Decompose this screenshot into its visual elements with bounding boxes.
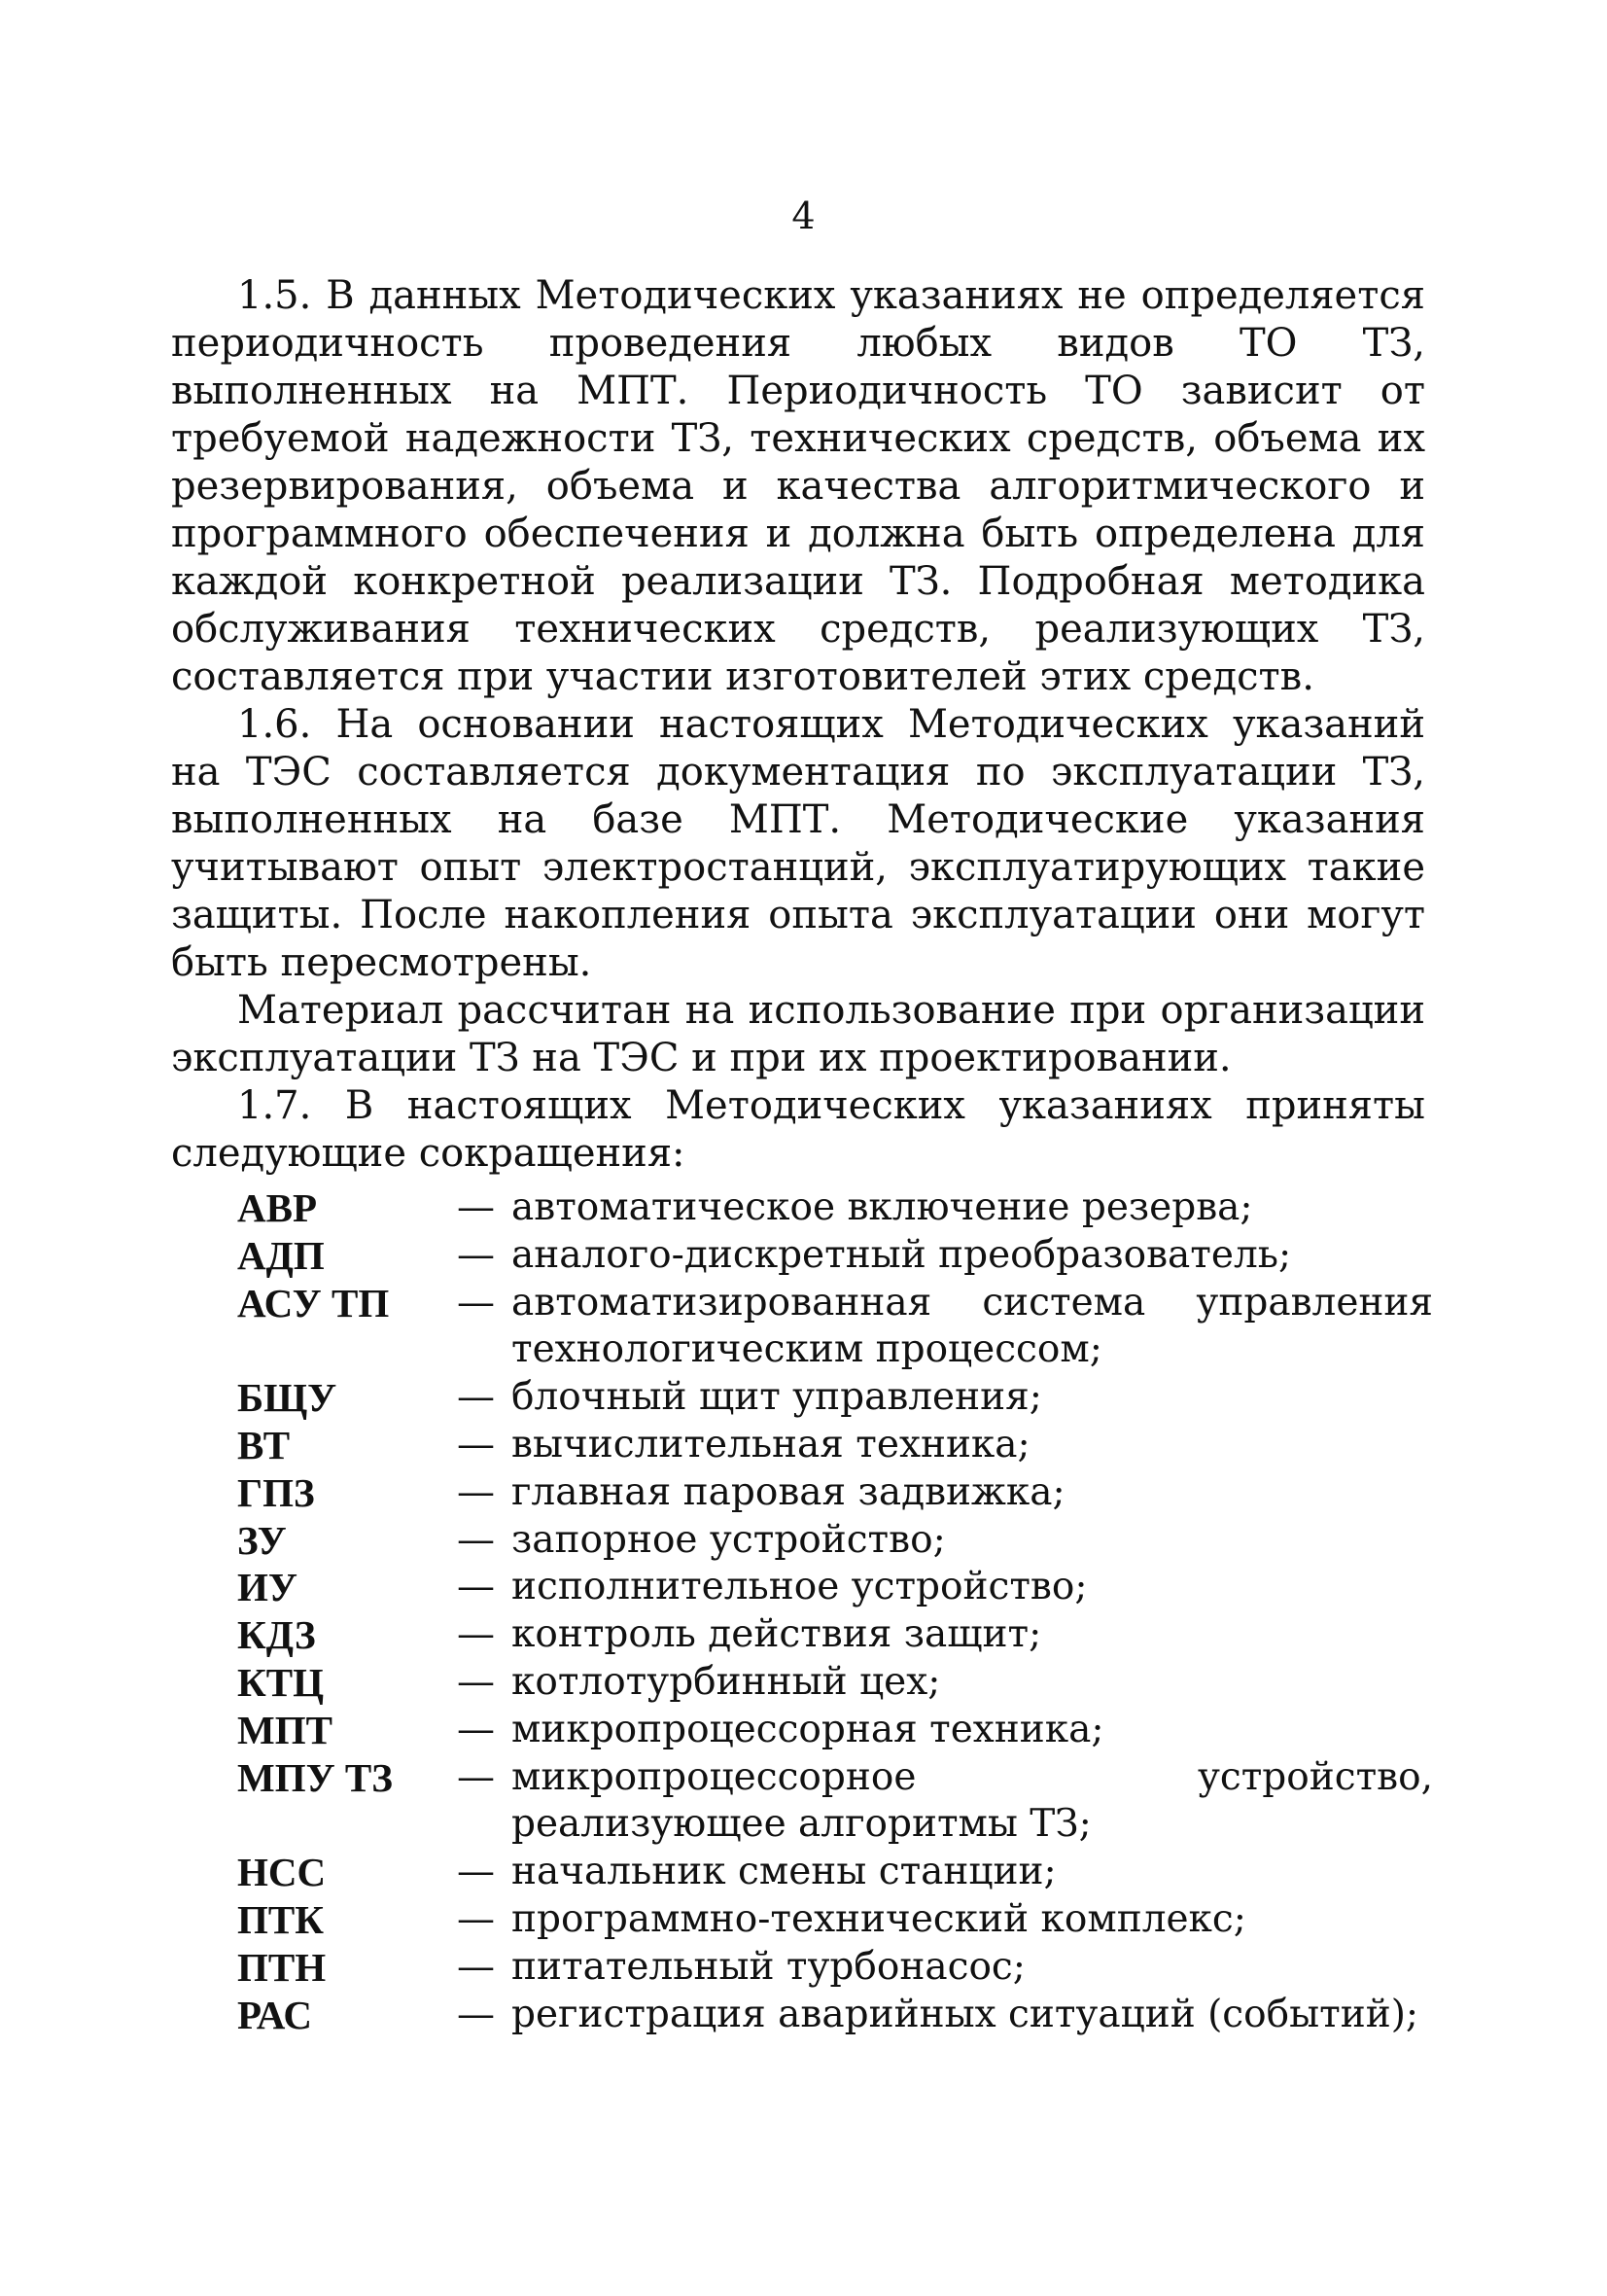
- abbreviation-term: МПТ: [237, 1707, 332, 1752]
- abbreviation-dash: —: [457, 1896, 495, 1941]
- abbreviation-definition: блочный щит управления;: [511, 1375, 1042, 1420]
- abbreviation-definition: питательный турбонасос;: [511, 1944, 1026, 1989]
- abbreviation-definition: контроль действия защит;: [511, 1612, 1042, 1657]
- paragraph-material: Материал рассчитан на использование при организации эксплуатации ТЗ на ТЭС и при их проектировании.: [171, 988, 1425, 1080]
- abbreviation-row: [237, 1849, 1433, 1896]
- abbreviation-term: ПТК: [237, 1896, 324, 1942]
- paragraph-1-5: 1.5. В данных Методических указаниях не определяется периодичность проведения любых видов ТО ТЗ, выполненных на МПТ. Периодичность ТО зависит от требуемой надежности ТЗ, технических средств, объема их резервирования, объема и качества алгоритмического и программного обеспечения и должна быть определена для каждой конкретной реализации ТЗ. Подробная методика обслуживания технических средств, реализующих ТЗ, составляется при участии изготовителей этих средств.: [171, 273, 1425, 699]
- abbreviation-term: ГПЗ: [237, 1469, 315, 1515]
- abbreviation-row: [237, 1517, 1433, 1565]
- abbreviation-definition: вычислительная техника;: [511, 1422, 1031, 1466]
- abbreviation-definition: начальник смены станции;: [511, 1850, 1057, 1894]
- abbreviation-term: МПУ ТЗ: [237, 1754, 393, 1800]
- abbreviation-definition: исполнительное устройство;: [511, 1565, 1088, 1609]
- abbreviation-dash: —: [457, 1565, 495, 1609]
- abbreviation-row: [237, 1896, 1433, 1944]
- body-text: [171, 272, 1425, 1178]
- abbreviation-dash: —: [457, 1185, 495, 1229]
- abbreviation-definition: главная паровая задвижка;: [511, 1469, 1066, 1514]
- abbreviation-dash: —: [457, 1517, 495, 1562]
- abbreviation-definition: регистрация аварийных ситуаций (событий);: [511, 1992, 1419, 2036]
- abbreviation-row: [237, 1992, 1433, 2039]
- abbreviation-definition: котлотурбинный цех;: [511, 1659, 941, 1704]
- abbreviation-definition: запорное устройство;: [511, 1517, 946, 1562]
- abbreviation-dash: —: [457, 1659, 495, 1704]
- abbreviation-row: [237, 1564, 1433, 1611]
- abbreviation-term: НСС: [237, 1850, 327, 1895]
- paragraph-1-7: 1.7. В настоящих Методических указаниях приняты следующие сокращения:: [171, 1083, 1425, 1176]
- abbreviation-definition: микропроцессорная техника;: [511, 1707, 1104, 1751]
- abbreviation-dash: —: [457, 1232, 495, 1277]
- abbreviation-dash: —: [457, 1375, 495, 1420]
- abbreviation-term: КТЦ: [237, 1659, 324, 1705]
- abbreviation-row: [237, 1280, 1433, 1375]
- abbreviation-dash: —: [457, 1850, 495, 1894]
- abbreviation-definition: аналого-дискретный преобразователь;: [511, 1232, 1292, 1277]
- abbreviation-row: [237, 1374, 1433, 1422]
- abbreviation-row: [237, 1469, 1433, 1517]
- abbreviation-row: [237, 1184, 1433, 1232]
- abbreviation-definition: автоматическое включение резерва;: [511, 1185, 1253, 1229]
- abbreviation-term: БЩУ: [237, 1375, 337, 1421]
- abbreviation-dash: —: [457, 1422, 495, 1466]
- abbreviation-row: [237, 1754, 1433, 1850]
- abbreviation-dash: —: [457, 1754, 495, 1799]
- abbreviation-row: [237, 1659, 1433, 1707]
- abbreviation-term: АВР: [237, 1185, 317, 1230]
- abbreviation-term: ВТ: [237, 1422, 291, 1467]
- abbreviation-term: КДЗ: [237, 1612, 316, 1658]
- abbreviation-definition: автоматизированная система управления технологическим процессом;: [511, 1280, 1433, 1372]
- abbreviation-row: [237, 1944, 1433, 1992]
- abbreviation-dash: —: [457, 1944, 495, 1989]
- abbreviation-definition: программно-технический комплекс;: [511, 1896, 1246, 1941]
- abbreviation-term: ИУ: [237, 1565, 297, 1610]
- paragraph-1-6: 1.6. На основании настоящих Методических указаний на ТЭС составляется документация по эксплуатации ТЗ, выполненных на базе МПТ. Методические указания учитывают опыт электростанций, эксплуатирующих такие защиты. После накопления опыта эксплуатации они могут быть пересмотрены.: [171, 702, 1425, 985]
- abbreviation-dash: —: [457, 1280, 495, 1325]
- abbreviation-definition: микропроцессорное устройство, реализующее алгоритмы ТЗ;: [511, 1754, 1433, 1847]
- abbreviation-dash: —: [457, 1707, 495, 1751]
- abbreviation-row: [237, 1707, 1433, 1754]
- abbreviation-row: [237, 1232, 1433, 1280]
- abbreviation-term: РАС: [237, 1992, 312, 2037]
- abbreviations-list: [237, 1184, 1433, 2038]
- abbreviation-dash: —: [457, 1992, 495, 2036]
- abbreviation-term: ПТН: [237, 1944, 327, 1990]
- abbreviation-term: ЗУ: [237, 1517, 287, 1563]
- abbreviation-dash: —: [457, 1469, 495, 1514]
- abbreviation-term: АДП: [237, 1232, 325, 1278]
- abbreviation-row: [237, 1611, 1433, 1659]
- abbreviation-dash: —: [457, 1612, 495, 1657]
- abbreviation-term: АСУ ТП: [237, 1280, 390, 1325]
- abbreviation-row: [237, 1422, 1433, 1469]
- page-number: 4: [791, 194, 816, 237]
